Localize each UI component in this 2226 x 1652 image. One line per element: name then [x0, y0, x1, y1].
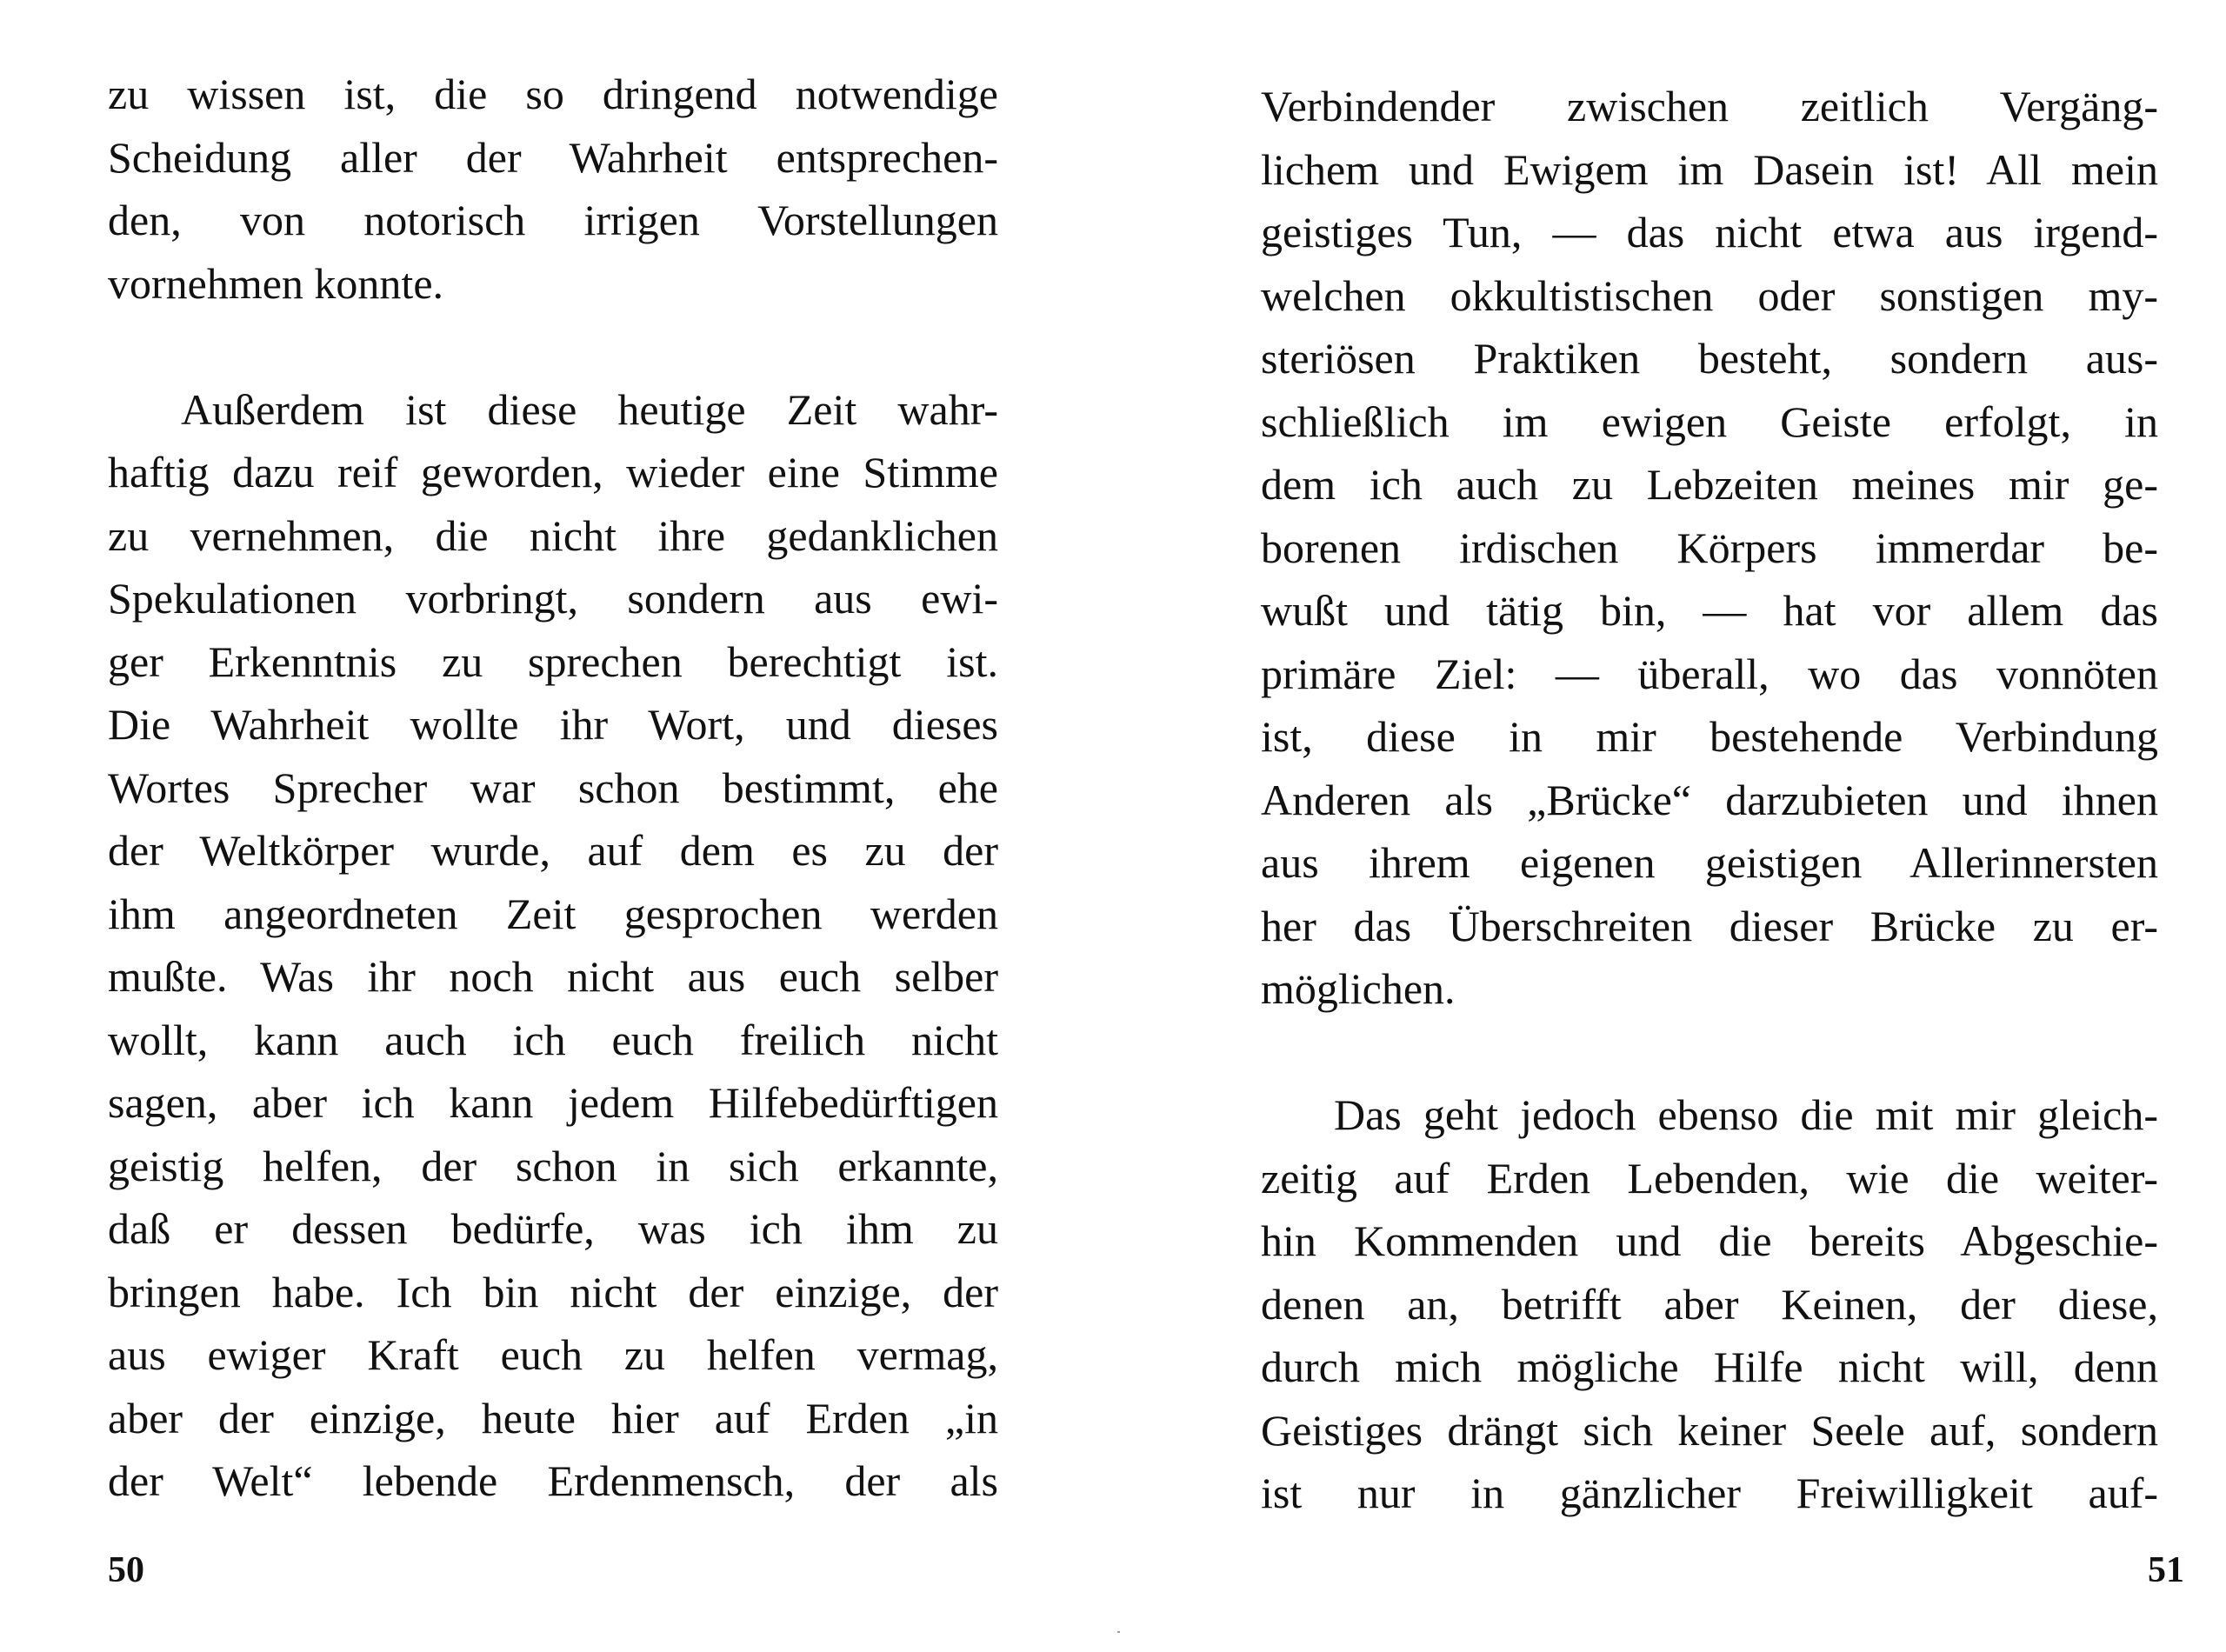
text-line: durch mich mögliche Hilfe nicht will, denn: [1261, 1342, 2158, 1391]
text-line: primäre Ziel: — überall, wo das vonnöten: [1261, 649, 2158, 698]
text-line: Geistiges drängt sich keiner Seele auf, sondern: [1261, 1405, 2158, 1455]
text-line: der Welt“ lebende Erdenmensch, der als: [108, 1456, 998, 1505]
text-line: schließlich im ewigen Geiste erfolgt, in: [1261, 396, 2158, 446]
text-line: Anderen als „Brücke“ darzubieten und ihnen: [1261, 775, 2158, 824]
text-line: der Weltkörper wurde, auf dem es zu der: [108, 826, 998, 875]
text-line: bringen habe. Ich bin nicht der einzige, der: [108, 1267, 998, 1316]
text-line: borenen irdischen Körpers immerdar be-: [1261, 523, 2158, 572]
text-line: vornehmen konnte.: [108, 258, 444, 308]
text-line: her das Überschreiten dieser Brücke zu er-: [1261, 901, 2158, 950]
text-line: steriösen Praktiken besteht, sondern aus-: [1261, 334, 2158, 383]
text-line: geistiges Tun, — das nicht etwa aus irgend-: [1261, 208, 2158, 256]
gutter-mark: [1117, 1631, 1120, 1633]
text-line: Wortes Sprecher war schon bestimmt, ehe: [108, 763, 998, 812]
text-line: Die Wahrheit wollte ihr Wort, und dieses: [108, 700, 998, 749]
text-line: zu wissen ist, die so dringend notwendige: [108, 70, 998, 118]
text-line: wußt und tätig bin, — hat vor allem das: [1261, 586, 2158, 635]
text-line: wollt, kann auch ich euch freilich nicht: [108, 1015, 998, 1064]
text-line: Spekulationen vorbringt, sondern aus ewi-: [108, 574, 998, 623]
text-line: Außerdem ist diese heutige Zeit wahr-: [181, 384, 998, 434]
right-page: [1113, 0, 2226, 1652]
text-line: aus ihrem eigenen geistigen Allerinnersten: [1261, 838, 2158, 887]
text-line: geistig helfen, der schon in sich erkannte,: [108, 1141, 998, 1190]
text-line: Verbindender zwischen zeitlich Vergäng-: [1261, 82, 2158, 130]
paragraph-gap: [1261, 1021, 2158, 1084]
text-line: ist, diese in mir bestehende Verbindung: [1261, 712, 2158, 761]
text-line: hin Kommenden und die bereits Abgeschie-: [1261, 1216, 2158, 1265]
page-number-left: 50: [108, 1550, 144, 1590]
text-line: lichem und Ewigem im Dasein ist! All mein: [1261, 144, 2158, 194]
text-line: daß er dessen bedürfe, was ich ihm zu: [108, 1204, 998, 1253]
text-line: zeitig auf Erden Lebenden, wie die weiter-: [1261, 1153, 2158, 1202]
text-line: ihm angeordneten Zeit gesprochen werden: [108, 889, 998, 938]
page-number-right: 51: [2148, 1550, 2184, 1590]
text-line: ist nur in gänzlicher Freiwilligkeit auf-: [1261, 1469, 2158, 1517]
text-line: den, von notorisch irrigen Vorstellungen: [108, 196, 998, 244]
text-line: aber der einzige, heute hier auf Erden „in: [108, 1393, 998, 1442]
text-line: haftig dazu reif geworden, wieder eine Stimme: [108, 448, 998, 496]
text-line: Scheidung aller der Wahrheit entsprechen-: [108, 132, 998, 182]
text-line: möglichen.: [1261, 964, 1456, 1013]
left-page-text: [108, 63, 998, 1513]
text-line: denen an, betrifft aber Keinen, der diese,: [1261, 1279, 2158, 1329]
paragraph-gap: [108, 315, 998, 378]
text-line: sagen, aber ich kann jedem Hilfebedürftigen: [108, 1078, 998, 1127]
right-page-text: [1261, 75, 2158, 1525]
text-line: Das geht jedoch ebenso die mit mir gleich-: [1334, 1090, 2158, 1139]
text-line: dem ich auch zu Lebzeiten meines mir ge-: [1261, 460, 2158, 509]
text-line: zu vernehmen, die nicht ihre gedanklichen: [108, 510, 998, 560]
text-line: mußte. Was ihr noch nicht aus euch selber: [108, 952, 998, 1001]
text-line: ger Erkenntnis zu sprechen berechtigt ist.: [108, 636, 998, 686]
text-line: aus ewiger Kraft euch zu helfen vermag,: [108, 1330, 998, 1379]
text-line: welchen okkultistischen oder sonstigen my-: [1261, 270, 2158, 320]
